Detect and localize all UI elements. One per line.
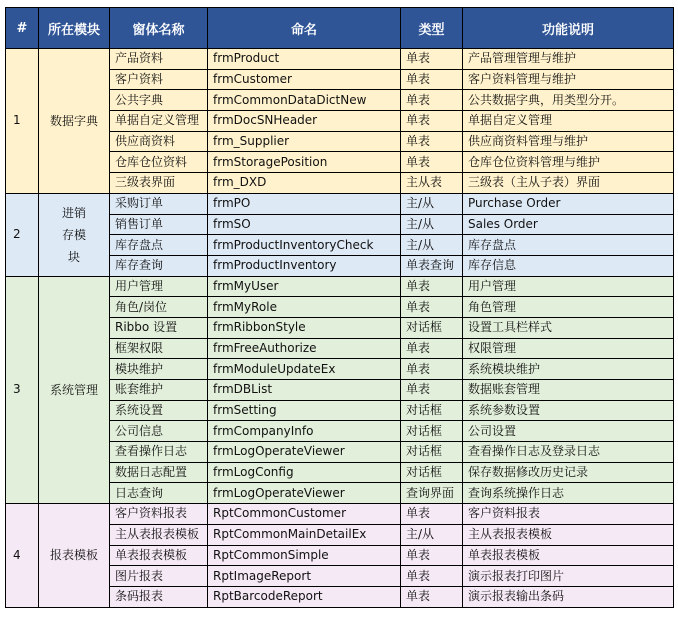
type-cell: 单表: [401, 504, 463, 525]
form-name-cell: 账套维护: [110, 380, 208, 401]
type-cell: 单表: [401, 131, 463, 152]
description-cell: 角色管理: [463, 297, 674, 318]
form-name-cell: 单表报表模板: [110, 545, 208, 566]
type-cell: 单表: [401, 49, 463, 70]
form-name-cell: 库存盘点: [110, 235, 208, 256]
type-cell: 查询界面: [401, 483, 463, 504]
module-form-table: [5, 7, 674, 608]
naming-cell: RptCommonSimple: [208, 545, 401, 566]
type-cell: 对话框: [401, 421, 463, 442]
table-row: [6, 49, 674, 70]
form-name-cell: 三级表界面: [110, 173, 208, 194]
type-cell: 主/从: [401, 235, 463, 256]
description-cell: 查看操作日志及登录日志: [463, 442, 674, 463]
naming-cell: frmLogOperateViewer: [208, 442, 401, 463]
naming-cell: RptCommonMainDetailEx: [208, 524, 401, 545]
type-cell: 单表: [401, 359, 463, 380]
description-cell: 库存信息: [463, 255, 674, 276]
description-cell: 主从表报表模板: [463, 524, 674, 545]
naming-cell: frmCommonDataDictNew: [208, 90, 401, 111]
form-name-cell: 主从表报表模板: [110, 524, 208, 545]
type-cell: 对话框: [401, 317, 463, 338]
group-module: 数据字典: [39, 49, 110, 194]
type-cell: 单表: [401, 276, 463, 297]
form-name-cell: 系统设置: [110, 400, 208, 421]
naming-cell: frmModuleUpdateEx: [208, 359, 401, 380]
form-name-cell: 数据日志配置: [110, 462, 208, 483]
description-cell: 查询系统操作日志: [463, 483, 674, 504]
form-name-cell: Ribbo 设置: [110, 317, 208, 338]
type-cell: 单表: [401, 297, 463, 318]
description-cell: Sales Order: [463, 214, 674, 235]
form-name-cell: 模块维护: [110, 359, 208, 380]
group-number: 4: [6, 504, 39, 607]
form-name-cell: 客户资料: [110, 69, 208, 90]
naming-cell: frmCompanyInfo: [208, 421, 401, 442]
type-cell: 单表: [401, 152, 463, 173]
description-cell: 公司设置: [463, 421, 674, 442]
header-module: 所在模块: [39, 8, 110, 49]
naming-cell: frmMyUser: [208, 276, 401, 297]
description-cell: 设置工具栏样式: [463, 317, 674, 338]
form-name-cell: 查看操作日志: [110, 442, 208, 463]
type-cell: 主/从: [401, 524, 463, 545]
naming-cell: frmSO: [208, 214, 401, 235]
description-cell: 库存盘点: [463, 235, 674, 256]
description-cell: 仓库仓位资料管理与维护: [463, 152, 674, 173]
naming-cell: frmLogConfig: [208, 462, 401, 483]
form-name-cell: 公共字典: [110, 90, 208, 111]
header-type: 类型: [401, 8, 463, 49]
table-row: [6, 276, 674, 297]
header-row: [6, 8, 674, 49]
description-cell: 演示报表输出条码: [463, 586, 674, 607]
description-cell: 公共数据字典，用类型分开。: [463, 90, 674, 111]
header-naming: 命名: [208, 8, 401, 49]
description-cell: 供应商资料管理与维护: [463, 131, 674, 152]
description-cell: 用户管理: [463, 276, 674, 297]
type-cell: 对话框: [401, 400, 463, 421]
naming-cell: frmProductInventoryCheck: [208, 235, 401, 256]
naming-cell: frmProduct: [208, 49, 401, 70]
naming-cell: RptBarcodeReport: [208, 586, 401, 607]
naming-cell: frmProductInventory: [208, 255, 401, 276]
type-cell: 单表: [401, 586, 463, 607]
description-cell: Purchase Order: [463, 193, 674, 214]
description-cell: 单表报表模板: [463, 545, 674, 566]
naming-cell: frmRibbonStyle: [208, 317, 401, 338]
type-cell: 单表: [401, 69, 463, 90]
form-name-cell: 图片报表: [110, 566, 208, 587]
form-name-cell: 用户管理: [110, 276, 208, 297]
description-cell: 权限管理: [463, 338, 674, 359]
group-module: 报表模板: [39, 504, 110, 607]
naming-cell: RptImageReport: [208, 566, 401, 587]
naming-cell: RptCommonCustomer: [208, 504, 401, 525]
description-cell: 三级表（主从子表）界面: [463, 173, 674, 194]
type-cell: 主/从: [401, 193, 463, 214]
form-name-cell: 仓库仓位资料: [110, 152, 208, 173]
form-name-cell: 框架权限: [110, 338, 208, 359]
form-name-cell: 角色/岗位: [110, 297, 208, 318]
naming-cell: frmDocSNHeader: [208, 111, 401, 132]
naming-cell: frmDBList: [208, 380, 401, 401]
description-cell: 客户资料报表: [463, 504, 674, 525]
description-cell: 客户资料管理与维护: [463, 69, 674, 90]
form-name-cell: 采购订单: [110, 193, 208, 214]
form-name-cell: 供应商资料: [110, 131, 208, 152]
type-cell: 主从表: [401, 173, 463, 194]
naming-cell: frmFreeAuthorize: [208, 338, 401, 359]
type-cell: 单表: [401, 545, 463, 566]
naming-cell: frmMyRole: [208, 297, 401, 318]
table-row: [6, 193, 674, 214]
naming-cell: frmSetting: [208, 400, 401, 421]
group-number: 3: [6, 276, 39, 504]
type-cell: 单表: [401, 338, 463, 359]
form-name-cell: 客户资料报表: [110, 504, 208, 525]
type-cell: 单表: [401, 566, 463, 587]
type-cell: 单表: [401, 90, 463, 111]
form-name-cell: 公司信息: [110, 421, 208, 442]
description-cell: 数据账套管理: [463, 380, 674, 401]
header-form-name: 窗体名称: [110, 8, 208, 49]
type-cell: 单表: [401, 111, 463, 132]
description-cell: 系统参数设置: [463, 400, 674, 421]
form-name-cell: 单据自定义管理: [110, 111, 208, 132]
group-module: 系统管理: [39, 276, 110, 504]
form-name-cell: 条码报表: [110, 586, 208, 607]
naming-cell: frmLogOperateViewer: [208, 483, 401, 504]
form-name-cell: 产品资料: [110, 49, 208, 70]
naming-cell: frmStoragePosition: [208, 152, 401, 173]
type-cell: 单表查询: [401, 255, 463, 276]
table-row: [6, 504, 674, 525]
form-name-cell: 日志查询: [110, 483, 208, 504]
form-name-cell: 库存查询: [110, 255, 208, 276]
description-cell: 演示报表打印图片: [463, 566, 674, 587]
description-cell: 产品管理管理与维护: [463, 49, 674, 70]
type-cell: 对话框: [401, 462, 463, 483]
description-cell: 单据自定义管理: [463, 111, 674, 132]
naming-cell: frmPO: [208, 193, 401, 214]
group-number: 1: [6, 49, 39, 194]
group-number: 2: [6, 193, 39, 276]
form-name-cell: 销售订单: [110, 214, 208, 235]
type-cell: 主/从: [401, 214, 463, 235]
naming-cell: frmCustomer: [208, 69, 401, 90]
group-module: 进销存模块: [39, 193, 110, 276]
type-cell: 单表: [401, 380, 463, 401]
naming-cell: frm_DXD: [208, 173, 401, 194]
header-description: 功能说明: [463, 8, 674, 49]
header-num: #: [6, 8, 39, 49]
description-cell: 系统模块维护: [463, 359, 674, 380]
type-cell: 对话框: [401, 442, 463, 463]
naming-cell: frm_Supplier: [208, 131, 401, 152]
description-cell: 保存数据修改历史记录: [463, 462, 674, 483]
